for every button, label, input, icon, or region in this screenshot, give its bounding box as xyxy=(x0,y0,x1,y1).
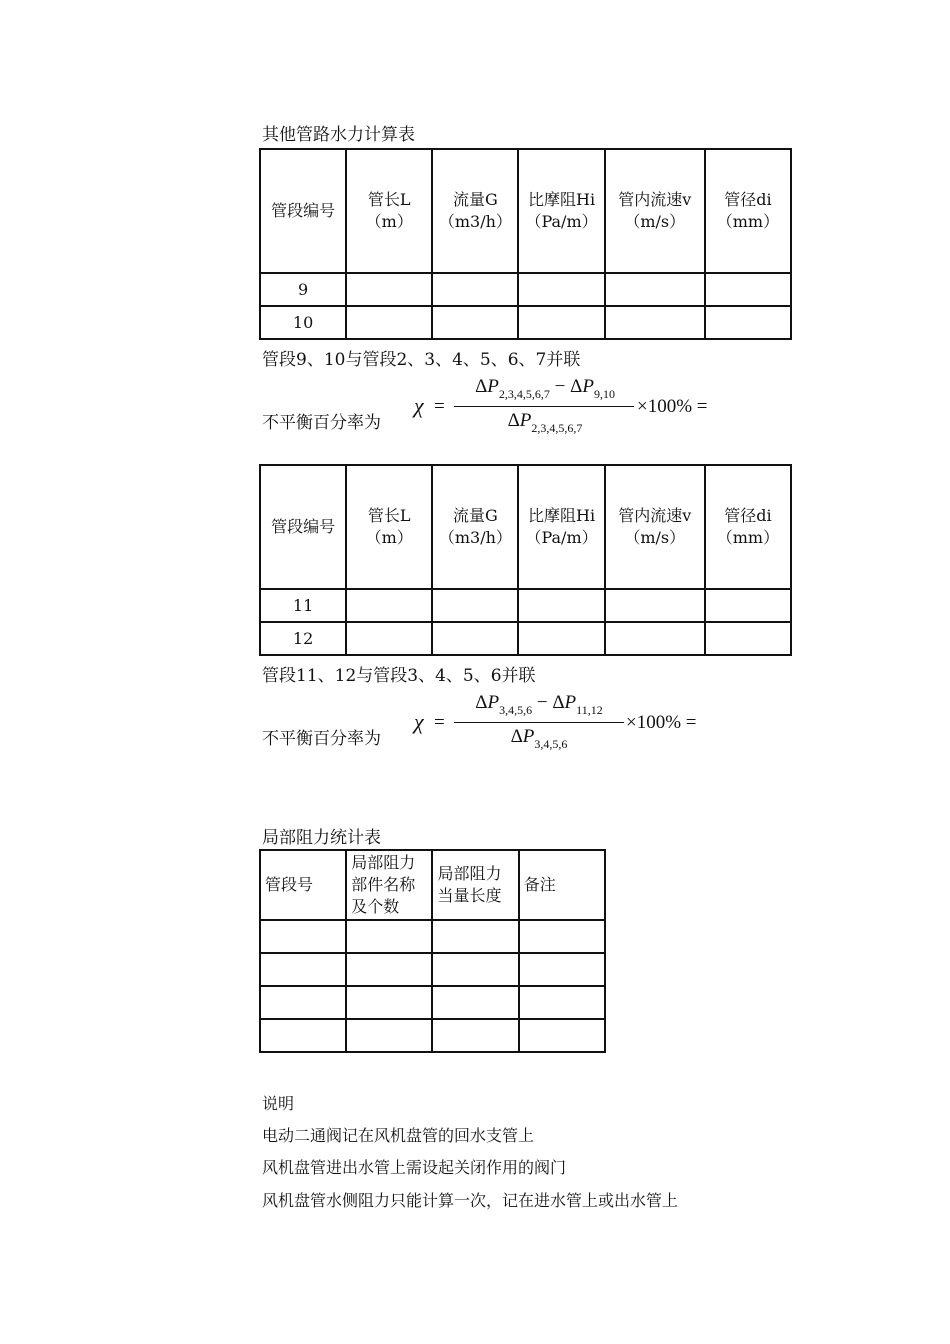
table-row xyxy=(260,589,791,622)
table-cell[interactable] xyxy=(346,306,432,339)
formula-numerator: $\Delta P_{2,3,4,5,6,7} - \Delta P_{9,10}$ xyxy=(475,376,615,401)
chi-symbol: χ xyxy=(414,393,424,418)
header-velocity: 管内流速v （m/s） xyxy=(605,149,705,273)
formula-denominator: $\Delta P_{2,3,4,5,6,7}$ xyxy=(507,410,583,435)
table-cell[interactable] xyxy=(346,622,432,655)
table-row xyxy=(260,1019,605,1052)
table-cell[interactable] xyxy=(346,589,432,622)
table-cell[interactable]: 10 xyxy=(260,306,346,339)
table-cell[interactable] xyxy=(705,273,791,306)
table-cell[interactable]: 9 xyxy=(260,273,346,306)
table-cell[interactable] xyxy=(432,986,518,1019)
formula-tail: ×100% = xyxy=(626,712,697,733)
header-remarks: 备注 xyxy=(519,850,605,920)
table-cell[interactable] xyxy=(432,920,518,953)
equals-sign: = xyxy=(434,712,445,733)
table-cell[interactable] xyxy=(260,986,346,1019)
table-cell[interactable] xyxy=(605,589,705,622)
header-diameter: 管径di （mm） xyxy=(705,465,791,589)
header-segment: 管段号 xyxy=(260,850,346,920)
table-cell[interactable] xyxy=(605,306,705,339)
parallel-note-2: 管段11、12与管段3、4、5、6并联 xyxy=(262,666,536,686)
table-header-row xyxy=(260,465,791,589)
table-row xyxy=(260,273,791,306)
imbalance-formula-2 xyxy=(414,692,714,756)
fraction-bar xyxy=(454,722,624,723)
table-cell[interactable] xyxy=(260,920,346,953)
table-cell[interactable] xyxy=(518,622,604,655)
table-cell[interactable] xyxy=(346,273,432,306)
hydraulic-table-title: 其他管路水力计算表 xyxy=(262,125,415,145)
table-cell[interactable] xyxy=(260,1019,346,1052)
header-specific-friction: 比摩阻Hi （Pa/m） xyxy=(518,465,604,589)
note-item-1: 电动二通阀记在风机盘管的回水支管上 xyxy=(262,1126,535,1145)
table-cell[interactable] xyxy=(346,953,432,986)
table-cell[interactable] xyxy=(705,622,791,655)
table-header-row xyxy=(260,149,791,273)
notes-title: 说明 xyxy=(262,1094,295,1113)
header-pipe-length: 管长L （m） xyxy=(346,465,432,589)
table-cell[interactable]: 12 xyxy=(260,622,346,655)
table-row xyxy=(260,622,791,655)
table-row xyxy=(260,920,605,953)
note-item-2: 风机盘管进出水管上需设起关闭作用的阀门 xyxy=(262,1158,567,1177)
fraction-bar xyxy=(454,406,634,407)
header-flow-rate: 流量G （m3/h） xyxy=(432,149,518,273)
header-specific-friction: 比摩阻Hi （Pa/m） xyxy=(518,149,604,273)
chi-symbol: χ xyxy=(414,709,424,734)
table-row xyxy=(260,306,791,339)
table-cell[interactable]: 11 xyxy=(260,589,346,622)
header-component-name-count: 局部阻力 部件名称 及个数 xyxy=(346,850,432,920)
table-cell[interactable] xyxy=(432,273,518,306)
header-velocity: 管内流速v （m/s） xyxy=(605,465,705,589)
table-cell[interactable] xyxy=(346,920,432,953)
formula-tail: ×100% = xyxy=(637,396,708,417)
header-segment-number: 管段编号 xyxy=(260,149,346,273)
header-flow-rate: 流量G （m3/h） xyxy=(432,465,518,589)
table-row xyxy=(260,953,605,986)
table-cell[interactable] xyxy=(518,273,604,306)
table-cell[interactable] xyxy=(518,589,604,622)
table-header-row xyxy=(260,850,605,920)
table-cell[interactable] xyxy=(605,622,705,655)
imbalance-formula-1 xyxy=(414,376,714,440)
imbalance-label-1: 不平衡百分率为 xyxy=(262,413,381,433)
table-cell[interactable] xyxy=(432,306,518,339)
imbalance-label-2: 不平衡百分率为 xyxy=(262,729,381,749)
formula-numerator: $\Delta P_{3,4,5,6} - \Delta P_{11,12}$ xyxy=(475,692,603,717)
table-cell[interactable] xyxy=(605,273,705,306)
table-cell[interactable] xyxy=(432,589,518,622)
header-diameter: 管径di （mm） xyxy=(705,149,791,273)
local-resistance-title: 局部阻力统计表 xyxy=(262,828,381,848)
table-cell[interactable] xyxy=(432,953,518,986)
local-resistance-table xyxy=(259,849,606,1053)
equals-sign: = xyxy=(434,396,445,417)
table-cell[interactable] xyxy=(705,589,791,622)
formula-denominator: $\Delta P_{3,4,5,6}$ xyxy=(510,726,568,751)
header-segment-number: 管段编号 xyxy=(260,465,346,589)
table-cell[interactable] xyxy=(519,953,605,986)
table-row xyxy=(260,986,605,1019)
table-cell[interactable] xyxy=(519,920,605,953)
table-cell[interactable] xyxy=(432,1019,518,1052)
table-cell[interactable] xyxy=(260,953,346,986)
note-item-3: 风机盘管水侧阻力只能计算一次，记在进水管上或出水管上 xyxy=(262,1191,679,1210)
header-pipe-length: 管长L （m） xyxy=(346,149,432,273)
header-equivalent-length: 局部阻力 当量长度 xyxy=(432,850,518,920)
table-cell[interactable] xyxy=(432,622,518,655)
hydraulic-table-2 xyxy=(259,464,792,656)
table-cell[interactable] xyxy=(346,1019,432,1052)
table-cell[interactable] xyxy=(346,986,432,1019)
hydraulic-table-1 xyxy=(259,148,792,340)
table-cell[interactable] xyxy=(705,306,791,339)
table-cell[interactable] xyxy=(519,1019,605,1052)
table-cell[interactable] xyxy=(519,986,605,1019)
table-cell[interactable] xyxy=(518,306,604,339)
parallel-note-1: 管段9、10与管段2、3、4、5、6、7并联 xyxy=(262,350,581,370)
